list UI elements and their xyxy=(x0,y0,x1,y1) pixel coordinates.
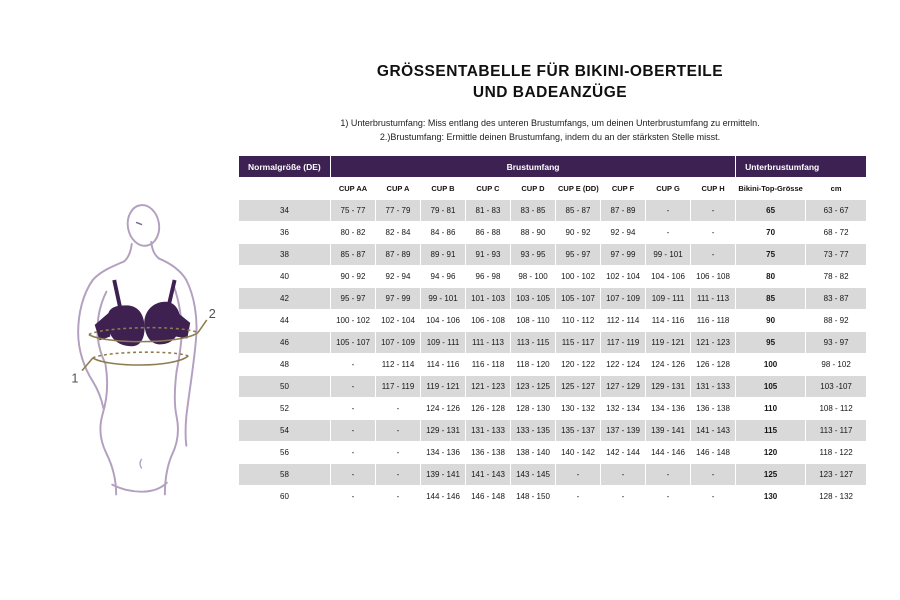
bust-range-cell: 110 - 112 xyxy=(556,310,601,332)
table-row xyxy=(239,222,867,244)
bust-range-cell: 115 - 117 xyxy=(556,332,601,354)
bust-range-cell: 91 - 93 xyxy=(466,244,511,266)
bust-range-cell: 141 - 143 xyxy=(466,464,511,486)
normal-size-cell: 56 xyxy=(239,442,331,464)
table-row xyxy=(239,244,867,266)
bikini-top-size-cell: 80 xyxy=(736,266,806,288)
bust-range-cell: 131 - 133 xyxy=(691,376,736,398)
table-row xyxy=(239,332,867,354)
normal-size-cell: 50 xyxy=(239,376,331,398)
bust-range-cell: 124 - 126 xyxy=(646,354,691,376)
bust-range-cell: 126 - 128 xyxy=(466,398,511,420)
bust-range-cell: 124 - 126 xyxy=(421,398,466,420)
bust-range-cell: 109 - 111 xyxy=(646,288,691,310)
bust-range-cell: 146 - 148 xyxy=(691,442,736,464)
bust-range-cell: - xyxy=(331,486,376,508)
bust-range-cell: 107 - 109 xyxy=(601,288,646,310)
group-header-row xyxy=(239,156,867,178)
normal-size-cell: 40 xyxy=(239,266,331,288)
bust-range-cell: 127 - 129 xyxy=(601,376,646,398)
torso-figure-icon xyxy=(46,186,236,526)
bust-range-cell: - xyxy=(691,222,736,244)
bust-range-cell: 108 - 110 xyxy=(511,310,556,332)
bust-range-cell: 117 - 119 xyxy=(601,332,646,354)
bust-range-cell: - xyxy=(331,398,376,420)
bust-range-cell: 120 - 122 xyxy=(556,354,601,376)
bust-range-cell: 97 - 99 xyxy=(601,244,646,266)
bust-range-cell: 100 - 102 xyxy=(331,310,376,332)
bust-range-cell: 139 - 141 xyxy=(646,420,691,442)
cup-column-header: CUP G xyxy=(646,178,691,200)
bust-range-cell: 88 - 90 xyxy=(511,222,556,244)
bust-range-cell: 102 - 104 xyxy=(601,266,646,288)
bust-range-cell: 86 - 88 xyxy=(466,222,511,244)
instruction-line-1: 1) Unterbrustumfang: Miss entlang des unteren Brustumfangs, um deinen Unterbrustumfang zu ermitteln. xyxy=(340,117,760,128)
cup-column-header: CUP H xyxy=(691,178,736,200)
cm-range-cell: 68 - 72 xyxy=(806,222,867,244)
bust-range-cell: 99 - 101 xyxy=(421,288,466,310)
bust-range-cell: - xyxy=(646,464,691,486)
bust-range-cell: 116 - 118 xyxy=(466,354,511,376)
bust-range-cell: 95 - 97 xyxy=(331,288,376,310)
bust-range-cell: 112 - 114 xyxy=(376,354,421,376)
bust-range-cell: 134 - 136 xyxy=(421,442,466,464)
bust-range-cell: 119 - 121 xyxy=(421,376,466,398)
header-brustumfang: Brustumfang xyxy=(331,156,736,178)
bust-range-cell: 119 - 121 xyxy=(646,332,691,354)
bust-range-cell: 129 - 131 xyxy=(646,376,691,398)
bust-range-cell: 126 - 128 xyxy=(691,354,736,376)
cup-column-header: CUP F xyxy=(601,178,646,200)
normal-size-cell: 42 xyxy=(239,288,331,310)
cup-column-header: CUP D xyxy=(511,178,556,200)
bikini-top-size-cell: 85 xyxy=(736,288,806,310)
bust-range-cell: - xyxy=(331,420,376,442)
table-row xyxy=(239,266,867,288)
bust-range-cell: 105 - 107 xyxy=(331,332,376,354)
bust-range-cell: 102 - 104 xyxy=(376,310,421,332)
bikini-top-size-cell: 115 xyxy=(736,420,806,442)
measurement-labels xyxy=(71,307,215,385)
bust-range-cell: 148 - 150 xyxy=(511,486,556,508)
bust-range-cell: 77 - 79 xyxy=(376,200,421,222)
bust-range-cell: 87 - 89 xyxy=(601,200,646,222)
bikini-top-size-cell: 105 xyxy=(736,376,806,398)
table-row xyxy=(239,288,867,310)
normal-size-cell: 60 xyxy=(239,486,331,508)
cm-range-cell: 78 - 82 xyxy=(806,266,867,288)
bust-range-cell: 129 - 131 xyxy=(421,420,466,442)
cup-column-header: CUP C xyxy=(466,178,511,200)
bust-range-cell: 100 - 102 xyxy=(556,266,601,288)
bust-range-cell: - xyxy=(331,464,376,486)
bust-range-cell: 95 - 97 xyxy=(556,244,601,266)
bust-range-cell: 114 - 116 xyxy=(646,310,691,332)
bust-range-cell: 92 - 94 xyxy=(601,222,646,244)
normal-size-cell: 52 xyxy=(239,398,331,420)
bust-range-cell: 144 - 146 xyxy=(421,486,466,508)
bust-range-cell: 92 - 94 xyxy=(376,266,421,288)
bust-label: 2 xyxy=(208,307,216,321)
cup-column-header: CUP B xyxy=(421,178,466,200)
bust-range-cell: 130 - 132 xyxy=(556,398,601,420)
bust-range-cell: 133 - 135 xyxy=(511,420,556,442)
table-row xyxy=(239,310,867,332)
bust-range-cell: 87 - 89 xyxy=(376,244,421,266)
right-column-header: Bikini-Top-Grösse xyxy=(736,178,806,200)
bust-range-cell: 132 - 134 xyxy=(601,398,646,420)
page-title-line-2: UND BADEANZÜGE xyxy=(472,83,628,101)
bikini-top-size-cell: 100 xyxy=(736,354,806,376)
torso-outline xyxy=(78,203,196,495)
bust-range-cell: 85 - 87 xyxy=(331,244,376,266)
bikini-top-size-cell: 65 xyxy=(736,200,806,222)
bust-range-cell: 99 - 101 xyxy=(646,244,691,266)
bust-range-cell: 89 - 91 xyxy=(421,244,466,266)
bust-range-cell: 82 - 84 xyxy=(376,222,421,244)
bust-range-cell: - xyxy=(646,200,691,222)
cm-range-cell: 98 - 102 xyxy=(806,354,867,376)
bust-range-cell: 135 - 137 xyxy=(556,420,601,442)
normal-size-cell: 46 xyxy=(239,332,331,354)
cm-range-cell: 123 - 127 xyxy=(806,464,867,486)
bust-range-cell: - xyxy=(691,200,736,222)
cup-column-header: CUP AA xyxy=(331,178,376,200)
bust-range-cell: 123 - 125 xyxy=(511,376,556,398)
cup-header-row xyxy=(239,178,867,200)
normal-size-cell: 58 xyxy=(239,464,331,486)
bust-range-cell: 105 - 107 xyxy=(556,288,601,310)
bust-range-cell: 93 - 95 xyxy=(511,244,556,266)
bust-range-cell: 143 - 145 xyxy=(511,464,556,486)
normal-size-cell: 36 xyxy=(239,222,331,244)
bust-range-cell: - xyxy=(601,486,646,508)
cm-range-cell: 83 - 87 xyxy=(806,288,867,310)
bust-range-cell: 101 - 103 xyxy=(466,288,511,310)
bust-range-cell: 121 - 123 xyxy=(691,332,736,354)
size-table xyxy=(238,155,867,508)
bust-range-cell: - xyxy=(376,442,421,464)
cm-range-cell: 88 - 92 xyxy=(806,310,867,332)
bust-range-cell: 81 - 83 xyxy=(466,200,511,222)
cm-range-cell: 108 - 112 xyxy=(806,398,867,420)
bust-range-cell: 144 - 146 xyxy=(646,442,691,464)
bust-range-cell: - xyxy=(691,464,736,486)
bust-range-cell: 117 - 119 xyxy=(376,376,421,398)
bikini-top-size-cell: 75 xyxy=(736,244,806,266)
table-row xyxy=(239,376,867,398)
bust-range-cell: 84 - 86 xyxy=(421,222,466,244)
bust-range-cell: 90 - 92 xyxy=(556,222,601,244)
size-table-head xyxy=(239,156,867,200)
bust-range-cell: - xyxy=(556,464,601,486)
bust-range-cell: - xyxy=(331,442,376,464)
cm-range-cell: 128 - 132 xyxy=(806,486,867,508)
bust-range-cell: 146 - 148 xyxy=(466,486,511,508)
bust-range-cell: 107 - 109 xyxy=(376,332,421,354)
header-block xyxy=(190,62,900,145)
table-row xyxy=(239,420,867,442)
bust-range-cell: - xyxy=(376,398,421,420)
right-column-header: cm xyxy=(806,178,867,200)
bust-range-cell: - xyxy=(376,420,421,442)
bust-range-cell: 136 - 138 xyxy=(466,442,511,464)
bust-range-cell: 90 - 92 xyxy=(331,266,376,288)
normal-size-cell: 54 xyxy=(239,420,331,442)
bust-range-cell: 96 - 98 xyxy=(466,266,511,288)
bust-range-cell: 134 - 136 xyxy=(646,398,691,420)
bust-range-cell: 83 - 85 xyxy=(511,200,556,222)
bust-range-cell: 111 - 113 xyxy=(691,288,736,310)
underbust-measure-line xyxy=(93,356,188,365)
bust-range-cell: - xyxy=(601,464,646,486)
bust-range-cell: 85 - 87 xyxy=(556,200,601,222)
bust-range-cell: 104 - 106 xyxy=(421,310,466,332)
bust-range-cell: 79 - 81 xyxy=(421,200,466,222)
cup-column-header: CUP E (DD) xyxy=(556,178,601,200)
bust-range-cell: - xyxy=(691,244,736,266)
bust-range-cell: 128 - 130 xyxy=(511,398,556,420)
bust-range-cell: 80 - 82 xyxy=(331,222,376,244)
bust-range-cell: 97 - 99 xyxy=(376,288,421,310)
size-table-body xyxy=(239,200,867,508)
bust-range-cell: 125 - 127 xyxy=(556,376,601,398)
bust-range-cell: 112 - 114 xyxy=(601,310,646,332)
bust-range-cell: 142 - 144 xyxy=(601,442,646,464)
bust-range-cell: 131 - 133 xyxy=(466,420,511,442)
bikini-top-size-cell: 120 xyxy=(736,442,806,464)
header-normalgroesse: Normalgröße (DE) xyxy=(239,156,331,178)
table-row xyxy=(239,486,867,508)
bust-range-cell: 114 - 116 xyxy=(421,354,466,376)
bikini-top-size-cell: 90 xyxy=(736,310,806,332)
bust-range-cell: 136 - 138 xyxy=(691,398,736,420)
bust-range-cell: 75 - 77 xyxy=(331,200,376,222)
bust-range-cell: - xyxy=(646,222,691,244)
page-title-line-1: GRÖSSENTABELLE FÜR BIKINI-OBERTEILE xyxy=(376,63,724,80)
bust-range-cell: 109 - 111 xyxy=(421,332,466,354)
bust-range-cell: 121 - 123 xyxy=(466,376,511,398)
bust-range-cell: - xyxy=(331,376,376,398)
bust-range-cell: 139 - 141 xyxy=(421,464,466,486)
table-row xyxy=(239,398,867,420)
bust-range-cell: - xyxy=(691,486,736,508)
cup-column-header: CUP A xyxy=(376,178,421,200)
normal-size-cell: 44 xyxy=(239,310,331,332)
bikini-top-size-cell: 110 xyxy=(736,398,806,420)
bikini-top-size-cell: 95 xyxy=(736,332,806,354)
bust-range-cell: 140 - 142 xyxy=(556,442,601,464)
cm-range-cell: 103 -107 xyxy=(806,376,867,398)
bust-range-cell: 138 - 140 xyxy=(511,442,556,464)
instruction-line-2: 2.)Brustumfang: Ermittle deinen Brustumfang, indem du an der stärksten Stelle misst. xyxy=(379,131,721,142)
cm-range-cell: 118 - 122 xyxy=(806,442,867,464)
bust-range-cell: 141 - 143 xyxy=(691,420,736,442)
bust-range-cell: 106 - 108 xyxy=(466,310,511,332)
bust-range-cell: 122 - 124 xyxy=(601,354,646,376)
measurement-illustration xyxy=(46,186,236,526)
cm-range-cell: 73 - 77 xyxy=(806,244,867,266)
page-title xyxy=(190,62,900,104)
cm-range-cell: 93 - 97 xyxy=(806,332,867,354)
bust-range-cell: 94 - 96 xyxy=(421,266,466,288)
table-row xyxy=(239,464,867,486)
bust-range-cell: 118 - 120 xyxy=(511,354,556,376)
table-row xyxy=(239,442,867,464)
bust-range-cell: 111 - 113 xyxy=(466,332,511,354)
table-row xyxy=(239,200,867,222)
instructions xyxy=(190,117,900,145)
normal-size-cell: 38 xyxy=(239,244,331,266)
bust-range-cell: - xyxy=(331,354,376,376)
cm-range-cell: 113 - 117 xyxy=(806,420,867,442)
header-unterbrustumfang: Unterbrustumfang xyxy=(736,156,867,178)
bust-range-cell: - xyxy=(556,486,601,508)
cm-range-cell: 63 - 67 xyxy=(806,200,867,222)
bikini-top-size-cell: 125 xyxy=(736,464,806,486)
underbust-label: 1 xyxy=(71,371,79,386)
table-row xyxy=(239,354,867,376)
bust-range-cell: 116 - 118 xyxy=(691,310,736,332)
bust-range-cell: 106 - 108 xyxy=(691,266,736,288)
bust-range-cell: - xyxy=(376,486,421,508)
corner-blank-cell xyxy=(239,178,331,200)
bust-range-cell: 113 - 115 xyxy=(511,332,556,354)
bust-range-cell: - xyxy=(646,486,691,508)
normal-size-cell: 34 xyxy=(239,200,331,222)
bust-range-cell: - xyxy=(376,464,421,486)
normal-size-cell: 48 xyxy=(239,354,331,376)
bust-range-cell: 137 - 139 xyxy=(601,420,646,442)
bust-range-cell: 104 - 106 xyxy=(646,266,691,288)
bikini-top-size-cell: 70 xyxy=(736,222,806,244)
bust-range-cell: 98 - 100 xyxy=(511,266,556,288)
bikini-top-size-cell: 130 xyxy=(736,486,806,508)
bust-range-cell: 103 - 105 xyxy=(511,288,556,310)
